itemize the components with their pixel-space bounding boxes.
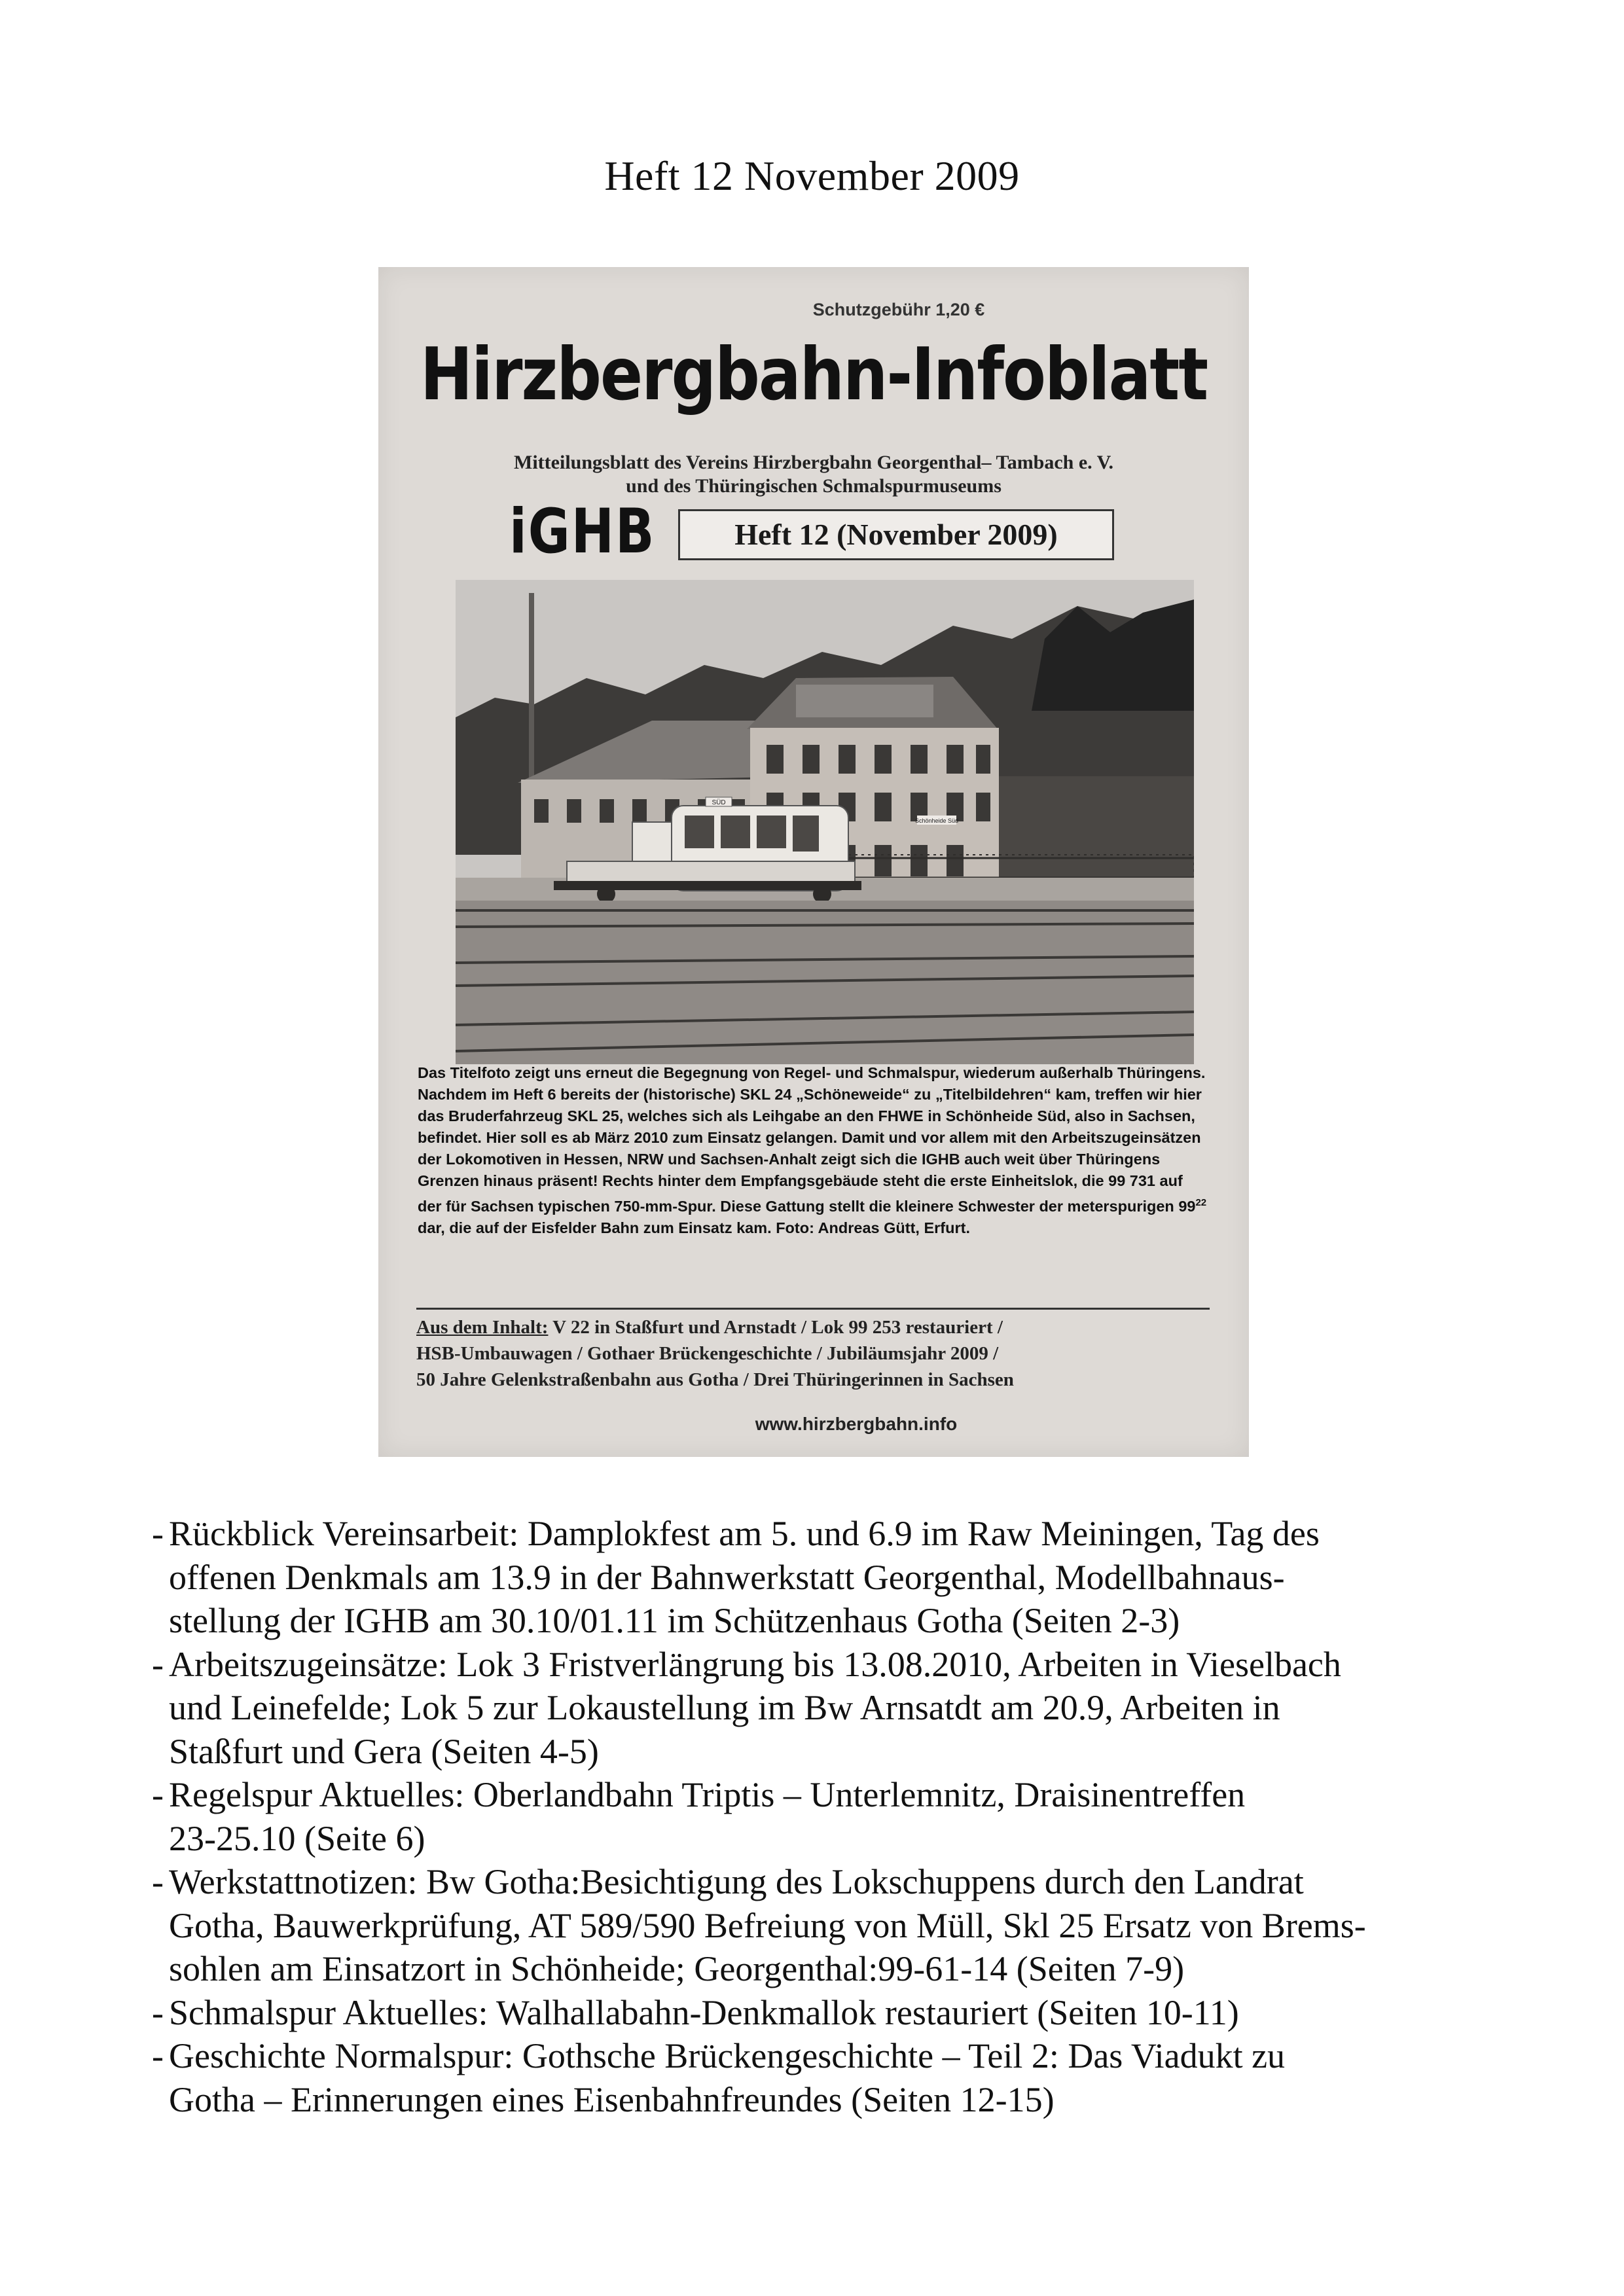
list-item: - Schmalspur Aktuelles: Walhallabahn-Denkmallok restauriert (Seiten 10-11): [152, 1992, 1239, 2032]
list-item: - Geschichte Normalspur: Gothsche Brückengeschichte – Teil 2: Das Viadukt zu Gotha – Erinnerungen eines Eisenbahnfreundes (Seiten 12-15): [152, 2036, 1286, 2119]
list-item: - Arbeitszugeinsätze: Lok 3 Fristverlängrung bis 13.08.2010, Arbeiten in Vieselbach und Leinefelde; Lok 5 zur Lokaustellung im Bw Arnsatdt am 20.9, Arbeiten in Staßfurt und Gera (Seiten 4-5): [152, 1644, 1341, 1771]
cover-subtitle-line2: und des Thüringischen Schmalspurmuseums: [626, 475, 1001, 497]
page-title: Heft 12 November 2009: [604, 152, 1020, 199]
list-item: - Rückblick Vereinsarbeit: Damplokfest am 5. und 6.9 im Raw Meiningen, Tag des offenen Denkmals am 13.9 in der Bahnwerkstatt Georgenthal, Modellbahnaus- stellung der IGHB am 30.10/01.11 im Schützenhaus Gotha (Seiten 2-3): [152, 1514, 1320, 1640]
list-item: - Werkstattnotizen: Bw Gotha:Besichtigung des Lokschuppens durch den Landrat Gotha, Bauwerkprüfung, AT 589/590 Befreiung von Müll, Skl 25 Ersatz von Brems- sohlen am Einsatzort in Schönheide; Georgenthal:99-61-14 (Seiten 7-9): [152, 1862, 1366, 1988]
cover-issue-box: Heft 12 (November 2009): [678, 509, 1114, 560]
cover-contents: Aus dem Inhalt: V 22 in Staßfurt und Arnstadt / Lok 99 253 restauriert / HSB-Umbauwagen / Gothaer Brückengeschichte / Jubiläumsjahr 2009 / 50 Jahre Gelenkstraßenbahn aus Gotha / Drei Thüringerinnen in Sachsen: [416, 1317, 1014, 1390]
issue-contents-list: [152, 1512, 1526, 2121]
photo-vehicle-sign-text: SÜD: [712, 799, 726, 806]
photo-station-sign-text: Schönheide Süd: [914, 817, 959, 824]
photo-dormer: [796, 685, 933, 717]
cover-photo: [456, 580, 1194, 1064]
magazine-cover: [378, 267, 1249, 1457]
cover-fee: Schutzgebühr 1,20 €: [812, 300, 985, 319]
cover-masthead: Hirzbergbahn-Infoblatt: [420, 332, 1208, 417]
cover-contents-label: Aus dem Inhalt:: [416, 1317, 549, 1338]
ighb-logo: iGHB: [509, 497, 656, 567]
cover-url: www.hirzbergbahn.info: [755, 1414, 958, 1434]
cover-caption: Das Titelfoto zeigt uns erneut die Begegnung von Regel- und Schmalspur, wiederum außerhalb Thüringens. Nachdem im Heft 6 bereits der (historische) SKL 24 „Schöneweide“ zu „Titelbildehren“ kam, treffen wir hier das Bruderfahrzeug SKL 25, welches sich als Leihgabe an den FHWE in Schönheide Süd, also in Sachsen, befindet. Hier soll es ab März 2010 zum Einsatz gelangen. Damit und vor allem mit den Arbeitszugeinsätzen der Lokomotiven in Hessen, NRW und Sachsen-Anhalt zeigt sich die IGHB auch weit über Thüringens Grenzen hinaus präsent! Rechts hinter dem Empfangsgebäude steht die erste Einheitslok, die 99 731 auf der für Sachsen typischen 750-mm-Spur. Diese Gattung stellt die kleinere Schwester der meterspurigen $99^{22}$ dar, die auf der Eisfelder Bahn zum Einsatz kam. Foto: Andreas Gütt, Erfurt.: [418, 1064, 1207, 1236]
cover-subtitle-line1: Mitteilungsblatt des Vereins Hirzbergbahn Georgenthal– Tambach e. V.: [514, 452, 1113, 473]
photo-locomotive-area: [999, 776, 1194, 894]
cover-divider: [416, 1308, 1210, 1310]
list-item: - Regelspur Aktuelles: Oberlandbahn Triptis – Unterlemnitz, Draisinentreffen 23-25.10 (Seite 6): [152, 1775, 1246, 1858]
